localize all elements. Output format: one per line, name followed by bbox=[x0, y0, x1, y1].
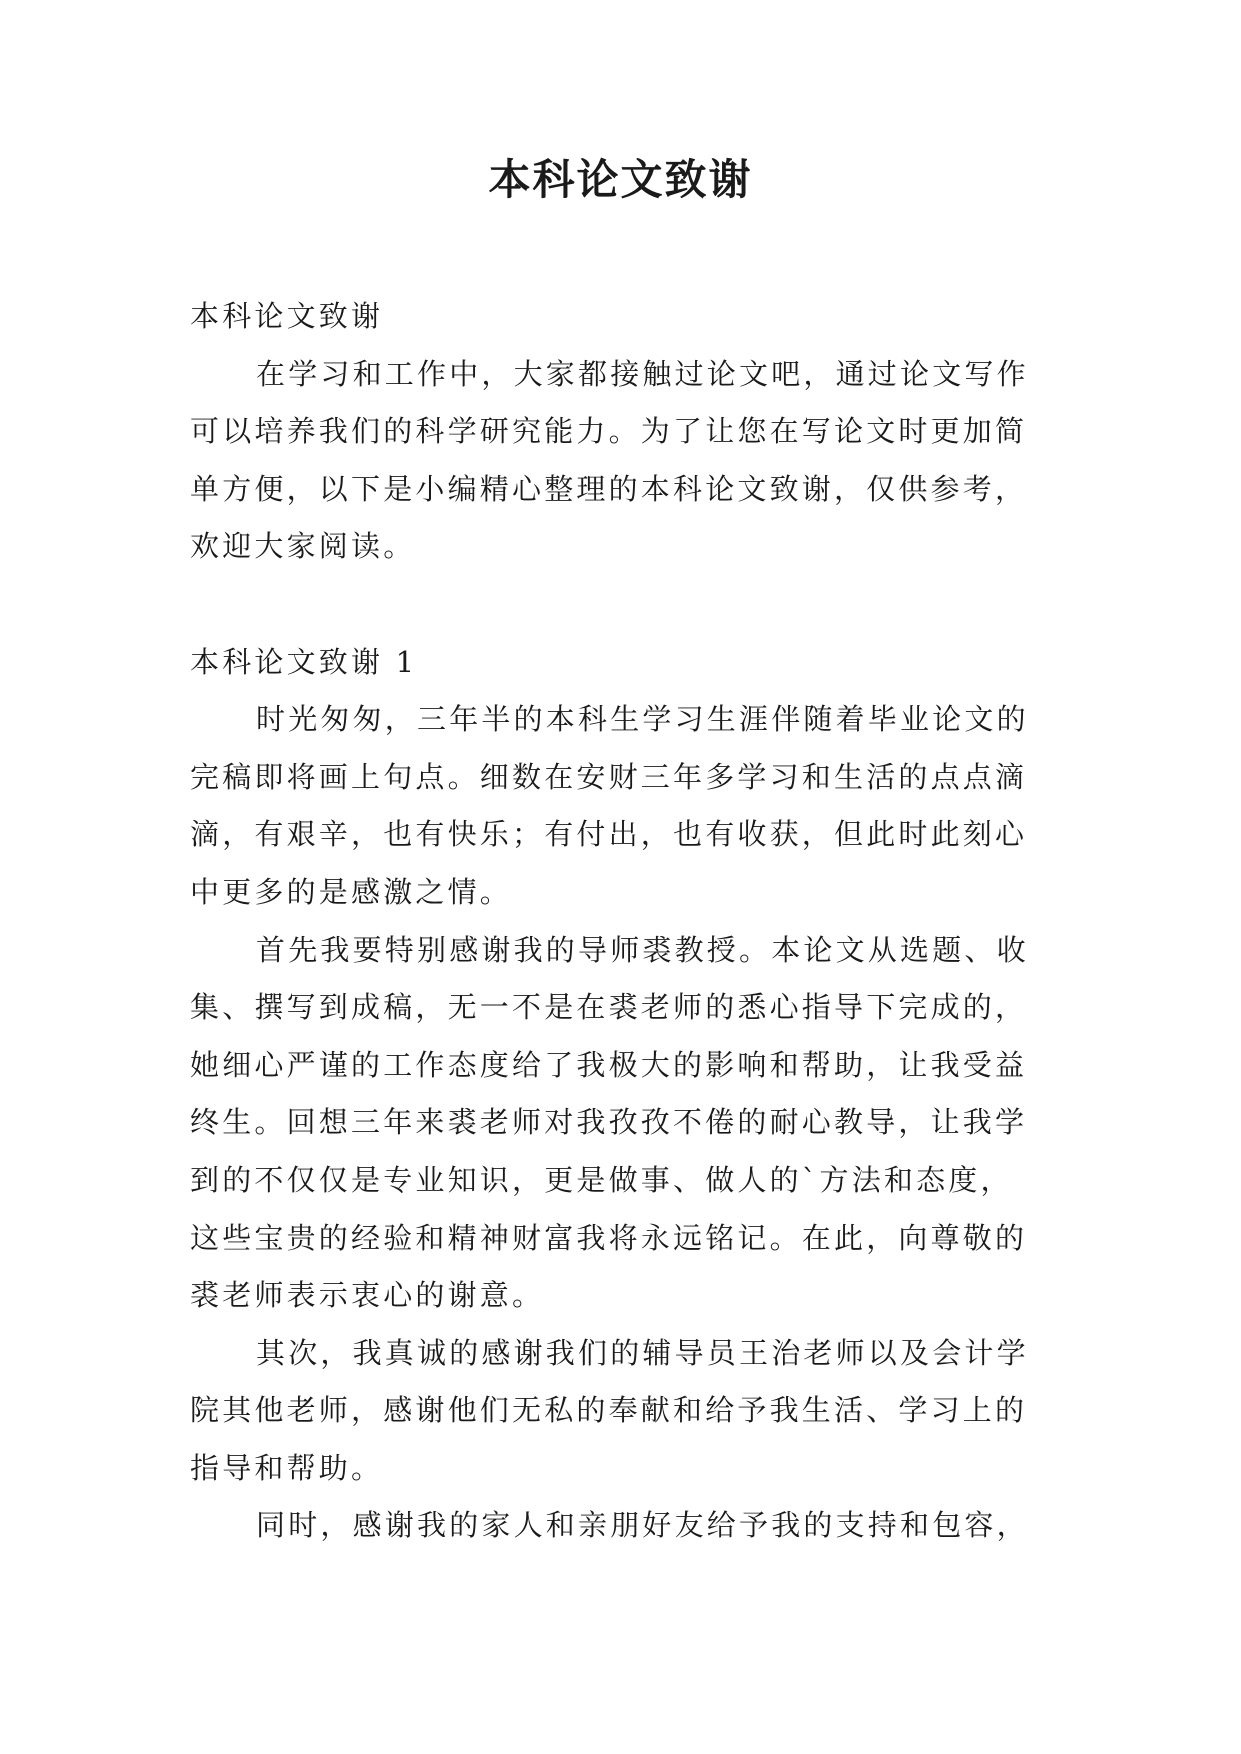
text-line: 可以培养我们的科学研究能力。为了让您在写论文时更加简 bbox=[190, 414, 1028, 449]
text-line: 她细心严谨的工作态度给了我极大的影响和帮助，让我受益 bbox=[190, 1047, 1028, 1082]
text-line: 院其他老师，感谢他们无私的奉献和给予我生活、学习上的 bbox=[190, 1393, 1028, 1428]
paragraph bbox=[190, 1325, 1052, 1498]
intro-paragraph bbox=[190, 346, 1052, 576]
text-line: 首先我要特别感谢我的导师裘教授。本论文从选题、收 bbox=[256, 932, 1029, 967]
document-body bbox=[190, 288, 1052, 1555]
text-line: 终生。回想三年来裘老师对我孜孜不倦的耐心教导，让我学 bbox=[190, 1105, 1028, 1140]
text-line: 欢迎大家阅读。 bbox=[190, 529, 416, 564]
text-line: 单方便，以下是小编精心整理的本科论文致谢，仅供参考， bbox=[190, 471, 1028, 506]
text-line: 集、撰写到成稿，无一不是在裘老师的悉心指导下完成的， bbox=[190, 990, 1028, 1025]
paragraph-spacer bbox=[190, 576, 1052, 634]
text-line: 滴，有艰辛，也有快乐；有付出，也有收获，但此时此刻心 bbox=[190, 817, 1028, 852]
text-line: 裘老师表示衷心的谢意。 bbox=[190, 1278, 545, 1313]
text-line: 中更多的是感激之情。 bbox=[190, 874, 513, 909]
paragraph bbox=[190, 922, 1052, 1325]
paragraph bbox=[190, 691, 1052, 921]
text-line: 其次，我真诚的感谢我们的辅导员王治老师以及会计学 bbox=[256, 1335, 1029, 1370]
text-line: 在学习和工作中，大家都接触过论文吧，通过论文写作 bbox=[256, 356, 1029, 391]
section-heading: 本科论文致谢 1 bbox=[190, 644, 418, 679]
paragraph bbox=[190, 1497, 1052, 1555]
intro-heading: 本科论文致谢 bbox=[190, 299, 384, 333]
text-line: 同时，感谢我的家人和亲朋好友给予我的支持和包容， bbox=[256, 1508, 1029, 1543]
text-line: 到的不仅仅是专业知识，更是做事、做人的`方法和态度， bbox=[190, 1162, 1013, 1197]
text-line: 指导和帮助。 bbox=[190, 1450, 384, 1485]
document-title: 本科论文致谢 bbox=[488, 155, 753, 204]
text-line: 完稿即将画上句点。细数在安财三年多学习和生活的点点滴 bbox=[190, 759, 1028, 794]
text-line: 这些宝贵的经验和精神财富我将永远铭记。在此，向尊敬的 bbox=[190, 1220, 1028, 1255]
text-line: 时光匆匆，三年半的本科生学习生涯伴随着毕业论文的 bbox=[256, 702, 1029, 737]
